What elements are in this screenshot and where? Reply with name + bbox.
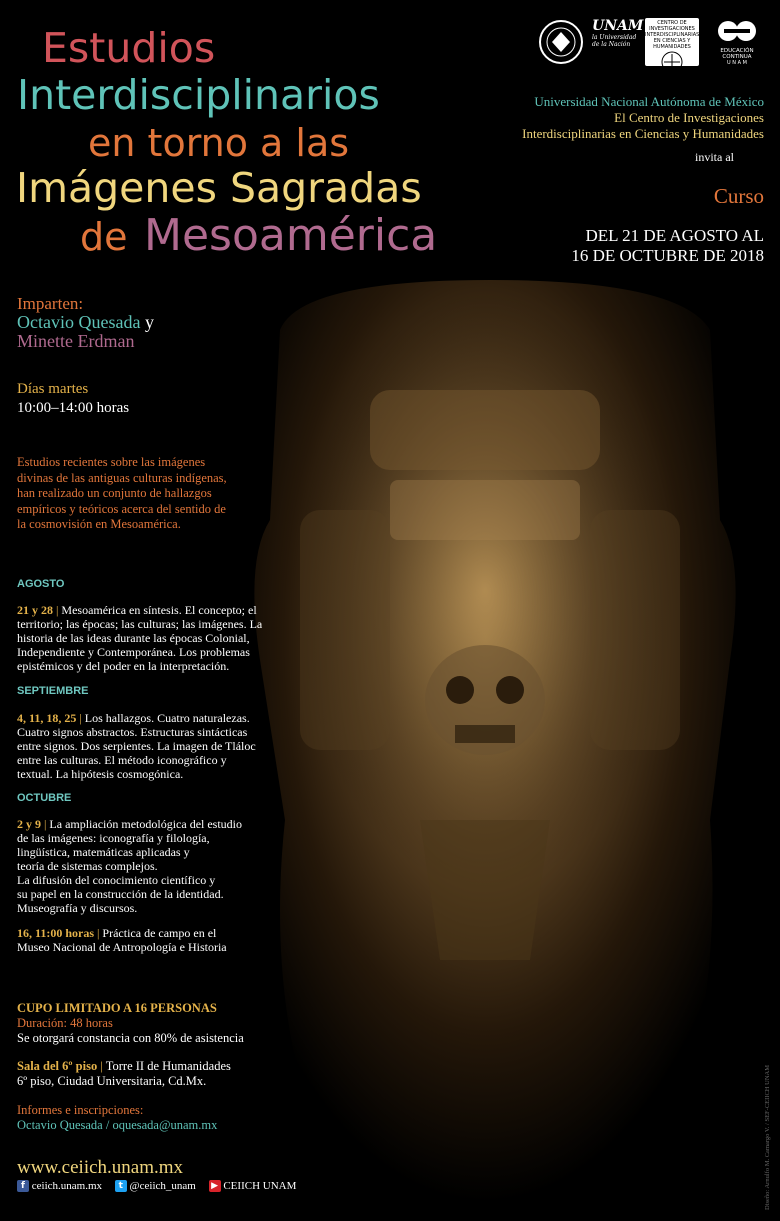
dates-line-1: DEL 21 DE AGOSTO AL xyxy=(585,226,764,245)
title-line-3: en torno a las xyxy=(88,121,350,165)
facebook-handle[interactable]: ceiich.unam.mx xyxy=(31,1180,103,1192)
cupo-text: CUPO LIMITADO A 16 PERSONAS xyxy=(17,1001,217,1015)
duracion-text: Duración: 48 horas xyxy=(17,1016,113,1030)
instructor-2-name: Minette Erdman xyxy=(17,331,135,351)
address-text: 6º piso, Ciudad Universitaria, Cd.Mx. xyxy=(17,1074,207,1088)
unam-nacion-logo: UNAM la Universidad de la Nación xyxy=(592,18,644,48)
sala-line: Sala del 6º piso | Torre II de Humanidades xyxy=(17,1059,231,1073)
instructor-line-1 xyxy=(17,312,154,333)
facebook-icon[interactable]: f xyxy=(17,1180,29,1192)
constancia-text: Se otorgará constancia con 80% de asistencia xyxy=(17,1031,244,1045)
dates-line-2: 16 DE OCTUBRE DE 2018 xyxy=(571,246,764,265)
title-line-2: Interdisciplinarios xyxy=(17,71,380,119)
contact-line: Octavio Quesada / oquesada@unam.mx xyxy=(17,1118,218,1132)
curso-label: Curso xyxy=(713,184,764,208)
days-label: Días martes xyxy=(17,381,89,397)
ceiich-logo: CENTRO DE INVESTIGACIONES INTERDISCIPLINARIAS EN CIENCIAS Y HUMANIDADES xyxy=(645,18,699,66)
social-row xyxy=(17,1180,296,1192)
center-line-1: El Centro de Investigaciones xyxy=(614,110,764,125)
educacion-continua-logo: EDUCACIÓN CONTINUA U N A M xyxy=(708,18,766,66)
unam-seal-logo xyxy=(536,18,586,66)
contact-email-link[interactable]: oquesada@unam.mx xyxy=(112,1118,218,1132)
septiembre-block: 4, 11, 18, 25 | Los hallazgos. Cuatro naturalezas. Cuatro signos abstractos. Estructuras sintácticas entre signos. Dos serpientes. La imagen de Tláloc entre las culturas. El método iconográfico y textual. La hipótesis cosmogónica. xyxy=(17,711,256,781)
instructor-1-name: Octavio Quesada xyxy=(17,312,141,332)
agosto-block: 21 y 28 | Mesoamérica en síntesis. El concepto; el territorio; las épocas; las culturas; las imágenes. La historia de las ideas durante las épocas Colonial, Independiente y Contemporánea. Los problemas epistémicos y del poder en la interpretación. xyxy=(17,603,263,673)
title-line-5b: Mesoamérica xyxy=(144,210,438,261)
intro-paragraph: Estudios recientes sobre las imágenes divinas de las antiguas culturas indígenas, han realizado un conjunto de hallazgos empíricos y teóricos acerca del sentido de la cosmovisión en Mesoamérica. xyxy=(17,455,227,531)
center-line-2: Interdisciplinarias en Ciencias y Humanidades xyxy=(522,126,764,141)
design-credit-wrapper xyxy=(764,1040,776,1210)
youtube-icon[interactable]: ▶ xyxy=(209,1180,221,1192)
title-line-4: Imágenes Sagradas xyxy=(16,164,422,212)
youtube-handle[interactable]: CEIICH UNAM xyxy=(223,1180,297,1192)
instructor-conj: y xyxy=(144,312,154,332)
design-credit: Diseño: Arnulfo M. Camargo V. / SEF-CEIICH UNAM xyxy=(764,1065,771,1210)
university-name: Universidad Nacional Autónoma de México xyxy=(534,94,764,109)
twitter-icon[interactable]: t xyxy=(115,1180,127,1192)
title-line-1: Estudios xyxy=(42,24,216,72)
invita-text: invita al xyxy=(695,150,734,164)
twitter-handle[interactable]: @ceiich_unam xyxy=(129,1180,196,1192)
imparten-label: Imparten: xyxy=(17,294,84,313)
month-octubre: OCTUBRE xyxy=(17,792,72,804)
title-line-5a: de xyxy=(80,215,128,259)
month-septiembre: SEPTIEMBRE xyxy=(17,685,89,697)
website-link[interactable]: www.ceiich.unam.mx xyxy=(17,1157,184,1178)
field-trip-block: 16, 11:00 horas | Práctica de campo en el Museo Nacional de Antropología e Historia xyxy=(17,926,227,954)
contact-name: Octavio Quesada xyxy=(17,1118,103,1132)
informes-label: Informes e inscripciones: xyxy=(17,1103,144,1117)
hours-label: 10:00–14:00 horas xyxy=(17,400,130,416)
octubre-block: 2 y 9 | La ampliación metodológica del estudio de las imágenes: iconografía y filología, lingüística, matemáticas aplicadas y teoría de sistemas complejos. La difusión del conocimiento científico y su papel en la construcción de la identidad. Museografía y discursos. xyxy=(17,817,243,915)
month-agosto: AGOSTO xyxy=(17,578,65,590)
